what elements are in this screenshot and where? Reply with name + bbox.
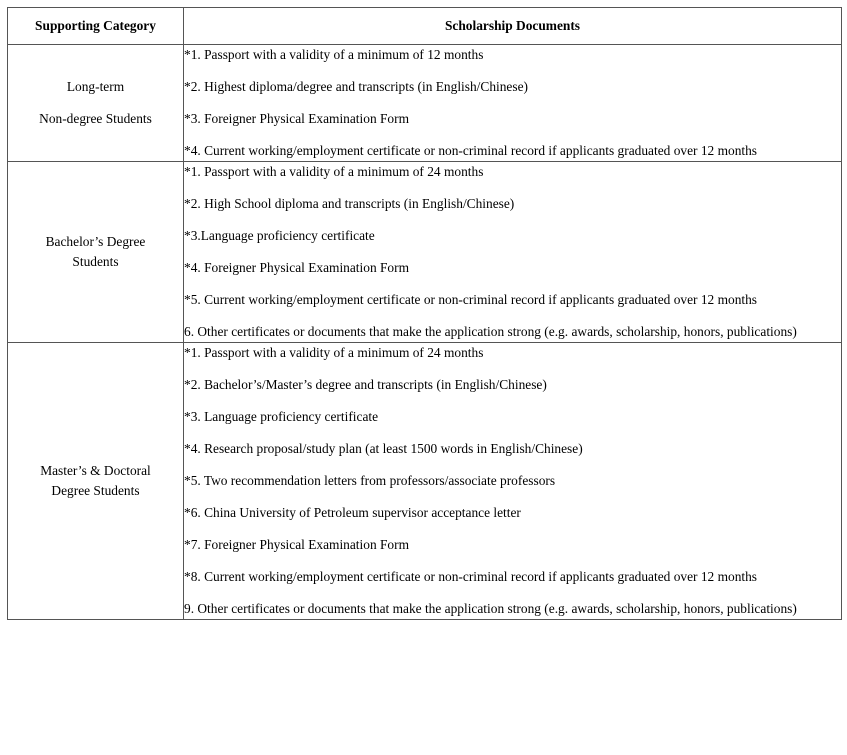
category-label: Bachelor’s Degree <box>45 234 146 249</box>
document-item: *8. Current working/employment certificate or non-criminal record if applicants graduated over 12 months <box>184 569 758 584</box>
document-item: *1. Passport with a validity of a minimum of 24 months <box>184 164 484 179</box>
document-item: *3. Foreigner Physical Examination Form <box>184 111 410 126</box>
category-label: Degree Students <box>51 483 140 498</box>
category-cell-masters-doctoral <box>8 343 184 620</box>
category-label: Long-term <box>66 79 125 94</box>
document-item: *3.Language proficiency certificate <box>184 228 375 243</box>
category-label: Students <box>72 254 119 269</box>
table-row <box>8 45 842 162</box>
document-item: *2. Highest diploma/degree and transcripts (in English/Chinese) <box>184 79 528 94</box>
category-cell-non-degree <box>8 45 184 162</box>
document-item: *3. Language proficiency certificate <box>184 409 379 424</box>
document-item: 6. Other certificates or documents that make the application strong (e.g. awards, scholarship, honors, publications) <box>184 324 797 339</box>
document-item: *5. Two recommendation letters from professors/associate professors <box>184 473 556 488</box>
document-item: *4. Foreigner Physical Examination Form <box>184 260 410 275</box>
documents-cell-masters-doctoral <box>184 343 842 620</box>
category-label: Non-degree Students <box>39 111 152 126</box>
scholarship-documents-table <box>7 7 842 620</box>
category-cell-bachelor <box>8 162 184 343</box>
table-row <box>8 343 842 620</box>
documents-cell-non-degree <box>184 45 842 162</box>
header-scholarship-documents: Scholarship Documents <box>184 8 842 45</box>
documents-cell-bachelor <box>184 162 842 343</box>
document-item: *5. Current working/employment certificate or non-criminal record if applicants graduated over 12 months <box>184 292 758 307</box>
document-item: *2. High School diploma and transcripts (in English/Chinese) <box>184 196 515 211</box>
document-item: *4. Current working/employment certificate or non-criminal record if applicants graduated over 12 months <box>184 143 758 158</box>
document-item: *7. Foreigner Physical Examination Form <box>184 537 410 552</box>
document-item: 9. Other certificates or documents that make the application strong (e.g. awards, scholarship, honors, publications) <box>184 601 797 616</box>
document-item: *1. Passport with a validity of a minimum of 12 months <box>184 47 484 62</box>
document-item: *1. Passport with a validity of a minimum of 24 months <box>184 345 484 360</box>
document-item: *6. China University of Petroleum supervisor acceptance letter <box>184 505 521 520</box>
header-row <box>8 8 842 45</box>
document-item: *2. Bachelor’s/Master’s degree and transcripts (in English/Chinese) <box>184 377 547 392</box>
document-item: *4. Research proposal/study plan (at least 1500 words in English/Chinese) <box>184 441 583 456</box>
header-supporting-category: Supporting Category <box>8 8 184 45</box>
table-row <box>8 162 842 343</box>
category-label: Master’s & Doctoral <box>40 463 151 478</box>
